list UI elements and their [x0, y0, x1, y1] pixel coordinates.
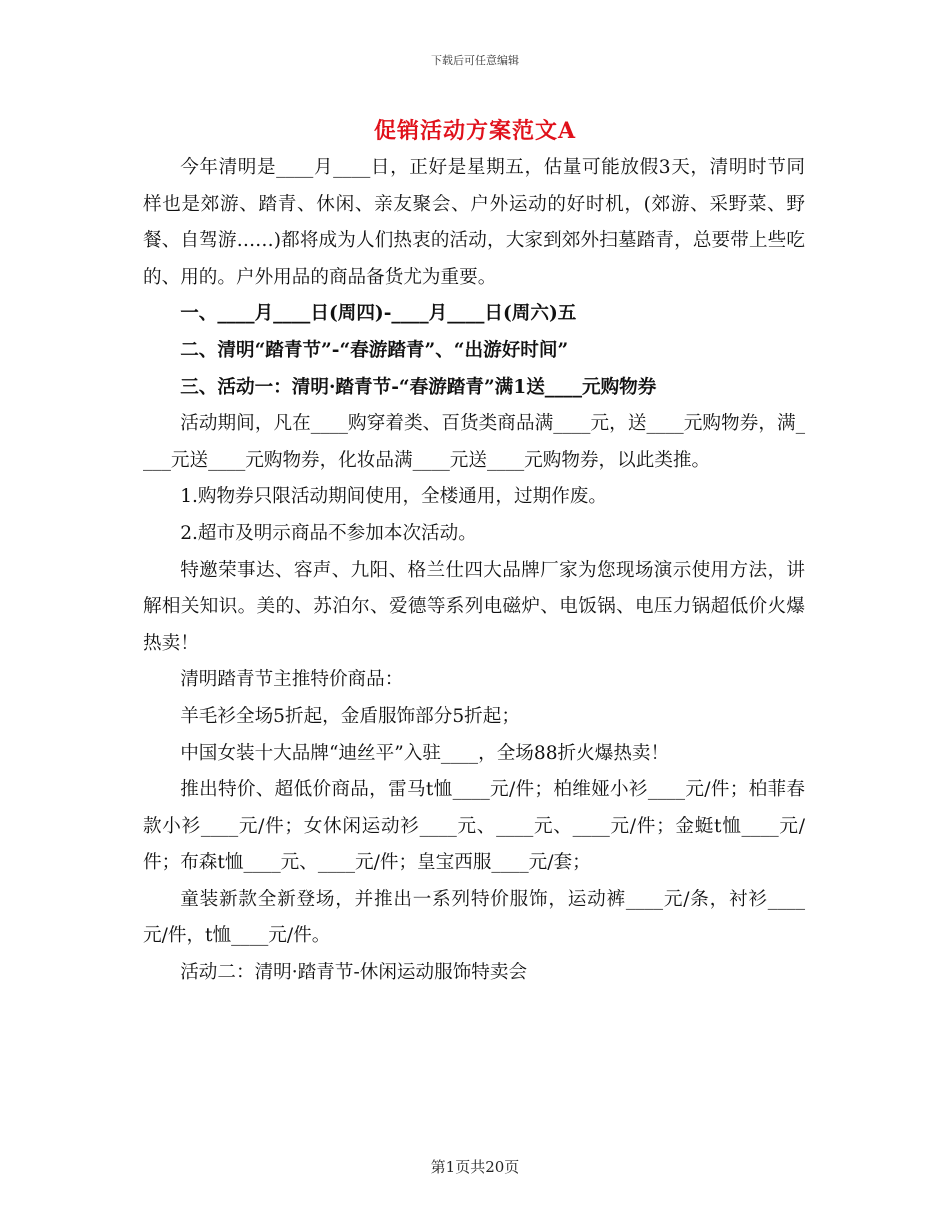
- paragraph-rule-1: 1.购物券只限活动期间使用，全楼通用，过期作废。: [180, 486, 607, 508]
- document-body: [143, 150, 805, 992]
- page-header: 下载后可任意编辑: [431, 54, 519, 67]
- paragraph-featured-intro: 清明踏青节主推特价商品：: [180, 669, 404, 691]
- paragraph-intro: 今年清明是____月____日，正好是星期五，估量可能放假3天，清明时节同样也是郊游、踏青、休闲、亲友聚会、户外运动的好时机，(郊游、采野菜、野餐、自驾游……)都将成为人们热衷的活动，大家到郊外扫墓踏青，总要带上些吃的、用的。户外用品的商品备货尤为重要。: [143, 157, 805, 288]
- paragraph-rule-2: 2.超市及明示商品不参加本次活动。: [180, 522, 477, 544]
- document-title: 促销活动方案范文A: [373, 118, 577, 144]
- paragraph-date-heading: 一、____月____日(周四)-____月____日(周六)五: [180, 303, 577, 325]
- paragraph-special-items: 推出特价、超低价商品，雷马t恤____元/件；柏维娅小衫____元/件；柏菲春款小衫____元/件；女休闲运动衫____元、____元、____元/件；金蜓t恤____元/件；布森t恤____元、____元/件；皇宝西服____元/套；: [143, 779, 805, 874]
- paragraph-kids-clothing: 童装新款全新登场，并推出一系列特价服饰，运动裤____元/条，衬衫____元/件，t恤____元/件。: [143, 888, 805, 947]
- paragraph-activity-one-heading: 三、活动一：清明·踏青节-“春游踏青”满1送____元购物券: [180, 376, 657, 398]
- paragraph-womens-brand: 中国女装十大品牌“迪丝平”入驻____，全场88折火爆热卖！: [180, 742, 670, 764]
- paragraph-discount-sweaters: 羊毛衫全场5折起，金盾服饰部分5折起；: [180, 705, 520, 727]
- paragraph-activity-details: 活动期间，凡在____购穿着类、百货类商品满____元，送____元购物券，满____元送____元购物券，化妆品满____元送____元购物券，以此类推。: [143, 413, 805, 471]
- paragraph-theme-heading: 二、清明“踏青节”-“春游踏青”、“出游好时间”: [180, 339, 569, 361]
- paragraph-brands: 特邀荣事达、容声、九阳、格兰仕四大品牌厂家为您现场演示使用方法，讲解相关知识。美的、苏泊尔、爱德等系列电磁炉、电饭锅、电压力锅超低价火爆热卖！: [143, 559, 805, 654]
- page-footer: 第1页共20页: [430, 1158, 520, 1176]
- paragraph-activity-two: 活动二：清明·踏青节-休闲运动服饰特卖会: [180, 962, 528, 984]
